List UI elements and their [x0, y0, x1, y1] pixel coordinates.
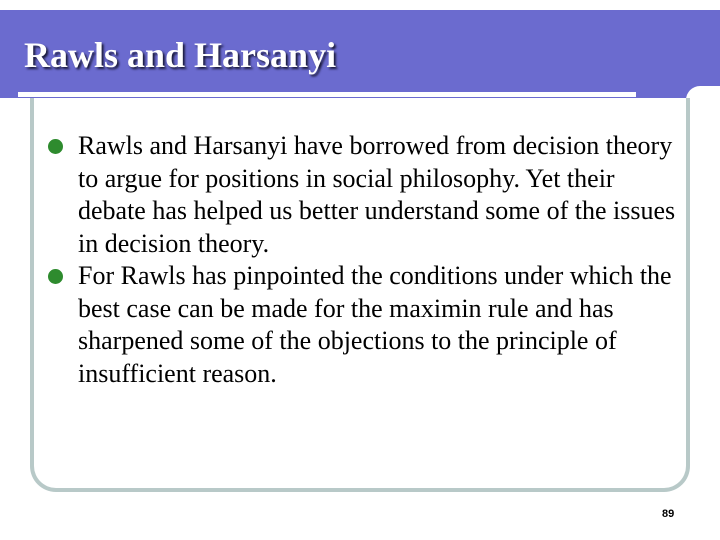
banner-corner [686, 86, 720, 100]
bullet-list [48, 130, 688, 390]
slide-title: Rawls and Harsanyi [24, 35, 337, 75]
bullet-item [48, 130, 688, 260]
bullet-item [48, 260, 688, 390]
page-number: 89 [662, 508, 675, 520]
bullet-text: Rawls and Harsanyi have borrowed from decision theory to argue for positions in social philosophy. Yet their debate has helped us better understand some of the issues in decision theory. [78, 131, 676, 258]
bullet-text: For Rawls has pinpointed the conditions under which the best case can be made for the maximin rule and has sharpened some of the objections to the principle of insufficient reason. [78, 261, 672, 388]
bullet-dot-icon [48, 139, 63, 154]
title-underline [18, 92, 636, 97]
bullet-dot-icon [48, 269, 63, 284]
